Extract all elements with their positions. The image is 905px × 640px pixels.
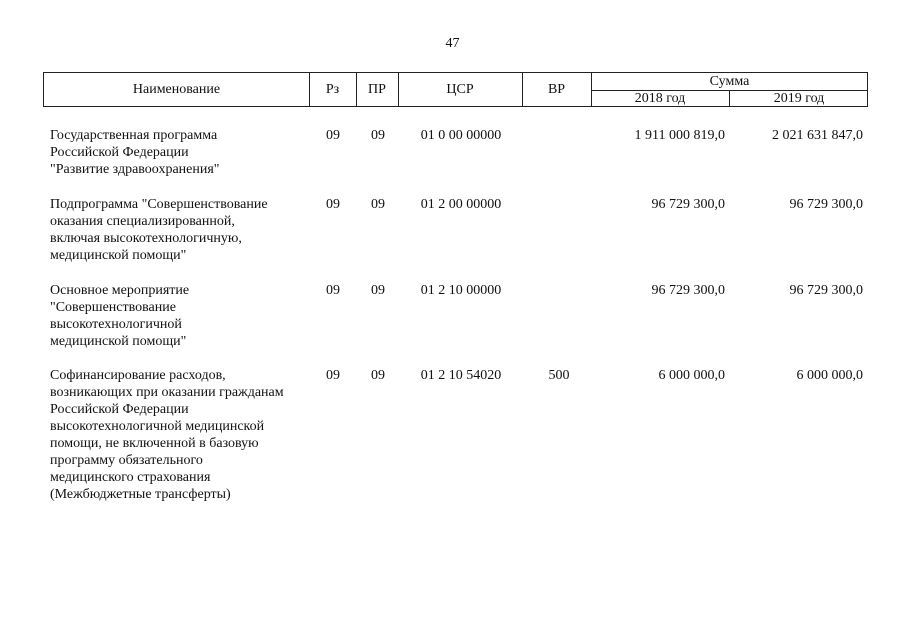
row-csr: 01 2 00 00000 (420, 197, 502, 212)
page-number: 47 (445, 36, 460, 51)
header-year-2019: 2019 год (773, 91, 825, 106)
row-sum-2018: 96 729 300,0 (651, 197, 725, 212)
header-csr: ЦСР (446, 81, 474, 97)
header-sum: Сумма (709, 74, 750, 89)
header-name: Наименование (132, 81, 221, 97)
header-rz: Рз (325, 81, 340, 97)
row-sum-2018: 6 000 000,0 (658, 368, 725, 383)
header-pr: ПР (368, 81, 386, 97)
row-name: Государственная программа Российской Федерации "Развитие здравоохранения" (50, 128, 220, 177)
row-sum-2018: 1 911 000 819,0 (634, 128, 725, 143)
header-vr: ВР (547, 81, 566, 97)
row-name: Софинансирование расходов, возникающих при оказании гражданам Российской Федерации высокотехнологичной медицинской помощи, не включенной в базовую программу обязательного медицинского страхования (Межбюджетные трансферты) (50, 368, 284, 502)
row-rz: 09 (326, 128, 340, 143)
row-sum-2018: 96 729 300,0 (651, 283, 725, 298)
row-pr: 09 (371, 368, 385, 383)
row-sum-2019: 2 021 631 847,0 (772, 128, 863, 143)
header-year-2018: 2018 год (634, 91, 686, 106)
table-header (43, 72, 868, 107)
row-name: Основное мероприятие "Совершенствование высокотехнологичной медицинской помощи" (50, 283, 190, 349)
row-csr: 01 2 10 00000 (420, 283, 502, 298)
row-sum-2019: 96 729 300,0 (789, 197, 863, 212)
row-rz: 09 (326, 368, 340, 383)
row-rz: 09 (326, 197, 340, 212)
row-sum-2019: 6 000 000,0 (796, 368, 863, 383)
row-rz: 09 (326, 283, 340, 298)
row-pr: 09 (371, 128, 385, 143)
row-sum-2019: 96 729 300,0 (789, 283, 863, 298)
row-csr: 01 0 00 00000 (420, 128, 502, 143)
row-vr: 500 (548, 368, 570, 383)
row-csr: 01 2 10 54020 (420, 368, 502, 383)
row-pr: 09 (371, 197, 385, 212)
row-pr: 09 (371, 283, 385, 298)
row-name: Подпрограмма "Совершенствование оказания специализированной, включая высокотехнологичную, медицинской помощи" (50, 197, 268, 263)
